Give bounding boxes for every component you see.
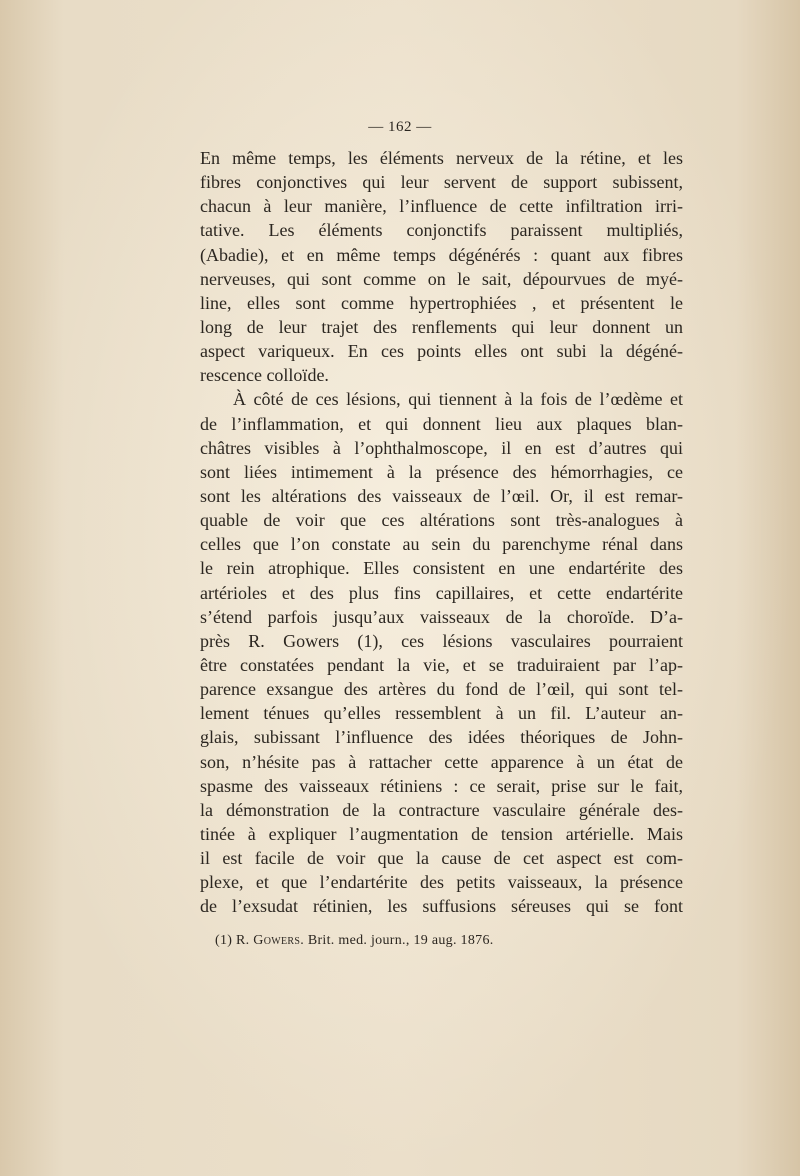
text-line: artérioles et des plus fins capillaires, et cette endartérite <box>200 582 683 603</box>
text-line: tative. Les éléments conjonctifs paraissent multipliés, <box>200 220 683 241</box>
text-line: de l’inflammation, et qui donnent lieu aux plaques blan- <box>200 413 683 434</box>
text-line: rescence colloïde. <box>200 365 329 386</box>
text-line: nerveuses, qui sont comme on le sait, dépourvues de myé- <box>200 268 683 289</box>
text-line: chacun à leur manière, l’influence de cette infiltration irri- <box>200 196 683 217</box>
paragraph-start-line: À côté de ces lésions, qui tiennent à la fois de l’œdème et <box>233 389 683 410</box>
text-line: son, n’hésite pas à rattacher cette apparence à un état de <box>200 751 683 772</box>
text-line: il est facile de voir que la cause de cet aspect est com- <box>200 848 683 869</box>
text-line: sont les altérations des vaisseaux de l’œil. Or, il est remar- <box>200 485 683 506</box>
text-line: quable de voir que ces altérations sont très-analogues à <box>200 510 683 531</box>
footnote-author: R. Gowers. <box>236 933 304 948</box>
text-line: (Abadie), et en même temps dégénérés : quant aux fibres <box>200 244 683 265</box>
text-line: parence exsangue des artères du fond de l’œil, qui sont tel- <box>200 679 683 700</box>
text-line: sont liées intimement à la présence des hémorrhagies, ce <box>200 461 683 482</box>
text-line: plexe, et que l’endartérite des petits vaisseaux, la présence <box>200 872 683 893</box>
text-line: line, elles sont comme hypertrophiées , et présentent le <box>200 292 683 313</box>
text-line: aspect variqueux. En ces points elles ont subi la dégéné- <box>200 341 683 362</box>
text-line: s’étend parfois jusqu’aux vaisseaux de la choroïde. D’a- <box>200 606 683 627</box>
text-line: le rein atrophique. Elles consistent en une endartérite des <box>200 558 683 579</box>
text-line: En même temps, les éléments nerveux de la rétine, et les <box>200 148 683 168</box>
footnote-marker: (1) <box>215 933 233 948</box>
text-line: lement ténues qu’elles ressemblent à un fil. L’auteur an- <box>200 703 683 724</box>
text-line: de l’exsudat rétinien, les suffusions séreuses qui se font <box>200 896 683 917</box>
page-number: — 162 — <box>368 119 432 135</box>
text-line: être constatées pendant la vie, et se traduiraient par l’ap- <box>200 654 683 675</box>
text-line: près R. Gowers (1), ces lésions vasculaires pourraient <box>200 630 683 651</box>
text-line: châtres visibles à l’ophthalmoscope, il en est d’autres qui <box>200 437 683 458</box>
text-line: tinée à expliquer l’augmentation de tension artérielle. Mais <box>200 823 683 844</box>
text-line: spasme des vaisseaux rétiniens : ce serait, prise sur le fait, <box>200 775 683 796</box>
text-line: glais, subissant l’influence des idées théoriques de John- <box>200 727 683 748</box>
text-line: long de leur trajet des renflements qui leur donnent un <box>200 316 683 337</box>
text-line: celles que l’on constate au sein du parenchyme rénal dans <box>200 534 683 555</box>
footnote <box>215 933 494 949</box>
text-line: la démonstration de la contracture vasculaire générale des- <box>200 799 683 820</box>
footnote-citation: Brit. med. journ., 19 aug. 1876. <box>307 933 494 948</box>
body-text <box>200 146 683 919</box>
text-line: fibres conjonctives qui leur servent de support subissent, <box>200 172 683 193</box>
